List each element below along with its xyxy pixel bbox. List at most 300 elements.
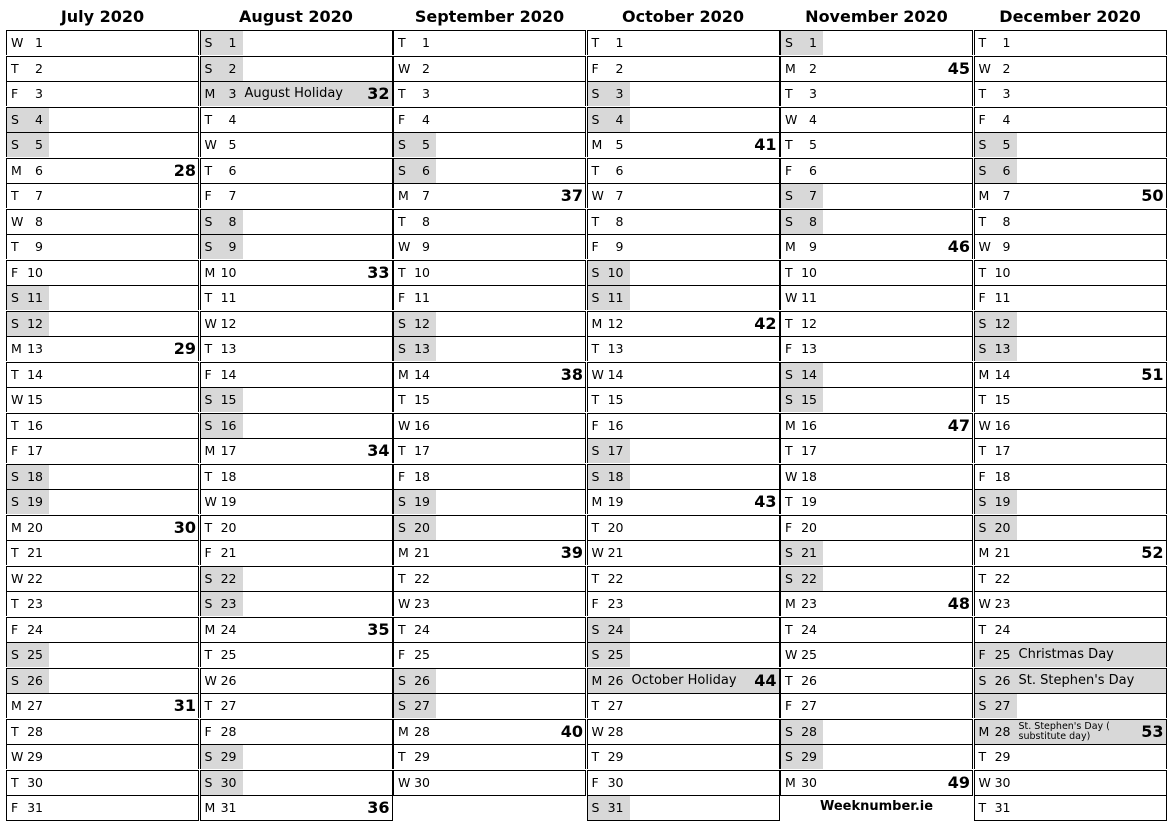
day-row <box>780 540 973 565</box>
day-number: 3 <box>35 86 43 101</box>
day-row <box>393 107 586 132</box>
day-row <box>974 489 1167 514</box>
weekday-letter: M <box>591 672 603 688</box>
weekday-letter: F <box>11 621 19 637</box>
day-row <box>6 515 199 540</box>
day-row <box>780 285 973 310</box>
weekday-letter: M <box>785 239 796 254</box>
day-row <box>393 566 586 591</box>
day-number: 28 <box>220 723 237 739</box>
month-title: December 2020 <box>999 7 1141 26</box>
day-number: 27 <box>220 698 237 713</box>
day-number: 28 <box>801 723 817 739</box>
weekday-letter: W <box>978 596 991 611</box>
day-number: 19 <box>801 494 817 509</box>
day-row <box>393 30 586 55</box>
weekday-letter: S <box>785 749 793 764</box>
day-row <box>780 489 973 514</box>
day-number: 4 <box>422 111 430 127</box>
day-row <box>393 540 586 565</box>
day-row <box>587 234 780 259</box>
day-number: 5 <box>422 137 430 152</box>
weekday-letter: S <box>978 341 987 356</box>
weekday-letter: M <box>591 137 603 152</box>
day-number: 28 <box>27 723 43 739</box>
weekday-letter: S <box>591 800 600 815</box>
weekday-letter: F <box>204 188 212 203</box>
month-column <box>974 0 1167 827</box>
weekday-letter: F <box>204 723 212 739</box>
day-number: 29 <box>220 749 237 764</box>
day-row <box>200 438 393 463</box>
weekday-letter: W <box>398 60 411 76</box>
day-row <box>780 234 973 259</box>
day-number: 24 <box>607 621 624 637</box>
week-number: 52 <box>1141 543 1164 562</box>
week-number: 34 <box>367 441 390 460</box>
weekday-letter: W <box>11 749 24 764</box>
weekday-letter: T <box>785 315 793 331</box>
weekday-letter: T <box>785 494 793 509</box>
day-row <box>6 30 199 55</box>
day-row <box>200 311 393 336</box>
weekday-letter: S <box>978 698 987 713</box>
weekday-letter: T <box>785 672 793 688</box>
day-number: 9 <box>228 239 237 254</box>
day-number: 24 <box>220 621 237 637</box>
day-number: 13 <box>607 341 624 356</box>
day-number: 2 <box>615 60 624 76</box>
day-number: 14 <box>414 366 430 382</box>
weekday-letter: S <box>11 137 19 152</box>
weekday-letter: W <box>978 417 991 433</box>
day-number: 24 <box>414 621 430 637</box>
weekday-letter: T <box>11 596 19 611</box>
day-number: 21 <box>801 545 817 560</box>
weekday-letter: T <box>591 519 600 535</box>
weekday-letter: T <box>398 749 406 764</box>
month-column <box>393 0 586 827</box>
weekday-letter: F <box>204 366 212 382</box>
day-row <box>200 693 393 718</box>
day-number: 28 <box>414 723 430 739</box>
day-row <box>6 489 199 514</box>
weekday-letter: S <box>978 315 987 331</box>
weekday-letter: T <box>398 443 406 458</box>
day-row <box>6 642 199 667</box>
weekday-letter: M <box>398 545 409 560</box>
day-row <box>780 591 973 616</box>
day-row <box>974 209 1167 234</box>
day-number: 15 <box>994 392 1011 407</box>
weekday-letter: S <box>11 290 19 305</box>
weekday-letter: S <box>591 621 600 637</box>
day-number: 5 <box>228 137 237 152</box>
weekday-letter: F <box>591 239 599 254</box>
day-number: 13 <box>801 341 817 356</box>
day-number: 25 <box>220 647 237 662</box>
day-row <box>587 438 780 463</box>
day-number: 14 <box>27 366 43 382</box>
day-row <box>393 336 586 361</box>
weekday-letter: F <box>398 290 406 305</box>
day-row <box>393 515 586 540</box>
day-row <box>974 464 1167 489</box>
weekday-letter: T <box>785 621 793 637</box>
day-number: 14 <box>801 366 817 382</box>
day-number: 6 <box>35 162 43 178</box>
weekday-letter: T <box>204 341 213 356</box>
day-row <box>6 693 199 718</box>
weekday-letter: W <box>978 239 991 254</box>
week-number: 31 <box>173 696 196 715</box>
day-number: 3 <box>615 86 624 101</box>
day-number: 27 <box>801 698 817 713</box>
day-row <box>587 795 780 821</box>
day-number: 1 <box>1002 35 1011 50</box>
day-row <box>587 515 780 540</box>
day-number: 23 <box>607 596 624 611</box>
weekday-letter: S <box>785 213 793 229</box>
day-number: 15 <box>220 392 237 407</box>
weekday-letter: S <box>978 137 987 152</box>
weekday-letter: M <box>978 188 990 203</box>
day-row <box>974 336 1167 361</box>
weekday-letter: S <box>204 239 213 254</box>
week-number: 48 <box>947 594 970 613</box>
day-row <box>200 183 393 208</box>
day-number: 4 <box>809 111 817 127</box>
day-number: 1 <box>35 35 43 50</box>
day-row <box>6 132 199 157</box>
day-row <box>974 693 1167 718</box>
weekday-letter: F <box>978 647 986 662</box>
week-number: 41 <box>754 135 777 154</box>
weekday-letter: T <box>11 774 19 790</box>
weekday-letter: S <box>591 647 600 662</box>
weekday-letter: W <box>398 417 411 433</box>
day-number: 11 <box>27 290 43 305</box>
day-row <box>974 56 1167 81</box>
weekday-letter: F <box>591 774 599 790</box>
week-number: 36 <box>367 798 390 817</box>
day-row <box>780 668 973 693</box>
day-row <box>6 591 199 616</box>
day-number: 19 <box>414 494 430 509</box>
weekday-letter: F <box>204 545 212 560</box>
day-number: 6 <box>1002 162 1011 178</box>
day-row <box>587 642 780 667</box>
weekday-letter: M <box>591 315 603 331</box>
day-number: 7 <box>35 188 43 203</box>
day-row <box>393 132 586 157</box>
day-number: 27 <box>414 698 430 713</box>
weekday-letter: T <box>11 417 19 433</box>
weekday-letter: S <box>978 519 987 535</box>
day-number: 3 <box>809 86 817 101</box>
day-row <box>6 336 199 361</box>
day-row <box>6 744 199 769</box>
calendar <box>6 0 1167 827</box>
weekday-letter: F <box>785 162 793 178</box>
weekday-letter: T <box>204 468 213 484</box>
day-number: 19 <box>607 494 624 509</box>
day-number: 26 <box>607 672 624 688</box>
day-row <box>780 81 973 106</box>
day-row <box>974 260 1167 285</box>
day-number: 3 <box>422 86 430 101</box>
day-row <box>780 719 973 744</box>
day-number: 15 <box>27 392 43 407</box>
day-row <box>393 591 586 616</box>
day-row <box>200 30 393 55</box>
weekday-letter: T <box>204 519 213 535</box>
day-row <box>780 744 973 769</box>
weekday-letter: M <box>11 519 22 535</box>
weekday-letter: M <box>785 774 796 790</box>
day-number: 11 <box>607 290 624 305</box>
weekday-letter: F <box>978 468 986 484</box>
day-row <box>780 132 973 157</box>
day-row <box>587 413 780 438</box>
holiday-label: Christmas Day <box>1018 647 1114 662</box>
weekday-letter: T <box>978 749 987 764</box>
day-row <box>780 642 973 667</box>
day-row <box>200 336 393 361</box>
day-number: 28 <box>994 723 1011 739</box>
day-number: 11 <box>414 290 430 305</box>
day-number: 7 <box>1002 188 1011 203</box>
day-number: 22 <box>994 570 1011 586</box>
day-number: 22 <box>801 570 817 586</box>
day-row <box>393 209 586 234</box>
day-row <box>200 591 393 616</box>
day-number: 18 <box>801 468 817 484</box>
day-number: 4 <box>228 111 237 127</box>
day-number: 25 <box>994 647 1011 662</box>
day-row <box>6 234 199 259</box>
day-number: 16 <box>414 417 430 433</box>
day-row <box>393 362 586 387</box>
weekday-letter: S <box>204 35 213 50</box>
day-row <box>974 81 1167 106</box>
week-number: 49 <box>947 772 970 792</box>
day-number: 6 <box>228 162 237 178</box>
day-row <box>587 489 780 514</box>
weekday-letter: T <box>591 162 600 178</box>
day-number: 24 <box>27 621 43 637</box>
weekday-letter: T <box>978 570 987 586</box>
weekday-letter: S <box>204 213 213 229</box>
week-number: 35 <box>367 619 390 639</box>
weekday-letter: M <box>398 723 409 739</box>
day-row <box>780 311 973 336</box>
day-row <box>587 464 780 489</box>
day-row <box>393 285 586 310</box>
week-number: 47 <box>947 415 970 435</box>
day-row <box>587 719 780 744</box>
weekday-letter: F <box>398 647 406 662</box>
weekday-letter: S <box>204 570 213 586</box>
day-row <box>780 30 973 55</box>
weekday-letter: T <box>591 341 600 356</box>
weekday-letter: S <box>785 570 793 586</box>
day-number: 18 <box>220 468 237 484</box>
weekday-letter: S <box>398 519 406 535</box>
day-number: 1 <box>809 35 817 50</box>
weekday-letter: W <box>204 494 217 509</box>
weekday-letter: W <box>398 239 411 254</box>
weekday-letter: S <box>11 647 19 662</box>
day-number: 9 <box>422 239 430 254</box>
day-row <box>200 387 393 412</box>
day-row <box>200 566 393 591</box>
month-title: July 2020 <box>60 7 145 26</box>
day-row <box>6 668 199 693</box>
day-row <box>587 617 780 642</box>
day-row <box>6 770 199 795</box>
weekday-letter: M <box>978 366 990 382</box>
day-row <box>974 107 1167 132</box>
day-row <box>393 81 586 106</box>
weekday-letter: M <box>204 264 216 280</box>
day-number: 17 <box>607 443 624 458</box>
day-row <box>974 438 1167 463</box>
day-number: 13 <box>994 341 1011 356</box>
day-row <box>393 234 586 259</box>
day-row <box>587 56 780 81</box>
weekday-letter: S <box>11 111 19 127</box>
day-number: 11 <box>994 290 1011 305</box>
day-number: 28 <box>607 723 624 739</box>
day-number: 5 <box>1002 137 1011 152</box>
weekday-letter: S <box>398 672 406 688</box>
day-row <box>587 591 780 616</box>
day-number: 22 <box>27 570 43 586</box>
day-row <box>780 362 973 387</box>
week-number: 45 <box>947 58 970 78</box>
day-row <box>200 489 393 514</box>
day-number: 7 <box>228 188 237 203</box>
weekday-letter: S <box>785 723 793 739</box>
weekday-letter: S <box>11 494 19 509</box>
month-title: August 2020 <box>239 7 353 26</box>
day-row <box>780 56 973 81</box>
weekday-letter: S <box>398 341 406 356</box>
day-row <box>974 642 1167 667</box>
day-row <box>200 642 393 667</box>
day-number: 1 <box>615 35 624 50</box>
weekday-letter: M <box>978 545 990 560</box>
day-row <box>393 617 586 642</box>
weekday-letter: S <box>398 494 406 509</box>
weekday-letter: F <box>591 60 599 76</box>
weekday-letter: S <box>204 417 213 433</box>
weekday-letter: T <box>398 621 406 637</box>
day-row <box>587 81 780 106</box>
day-row <box>6 311 199 336</box>
week-number: 30 <box>173 517 196 537</box>
day-number: 6 <box>615 162 624 178</box>
day-number: 18 <box>27 468 43 484</box>
day-row <box>587 132 780 157</box>
day-row <box>780 464 973 489</box>
day-row <box>974 387 1167 412</box>
day-number: 3 <box>228 86 237 101</box>
weekday-letter: S <box>591 443 600 458</box>
day-number: 29 <box>607 749 624 764</box>
day-row <box>6 362 199 387</box>
day-row <box>200 744 393 769</box>
day-row <box>974 770 1167 795</box>
day-row <box>393 719 586 744</box>
weekday-letter: T <box>978 621 987 637</box>
day-number: 27 <box>994 698 1011 713</box>
day-number: 26 <box>801 672 817 688</box>
day-row <box>587 540 780 565</box>
week-number: 28 <box>173 160 196 180</box>
day-row <box>200 56 393 81</box>
day-row <box>200 260 393 285</box>
day-row <box>6 566 199 591</box>
day-row <box>974 719 1167 744</box>
day-row <box>587 311 780 336</box>
day-row <box>974 744 1167 769</box>
day-row <box>393 311 586 336</box>
weekday-letter: F <box>785 698 793 713</box>
weekday-letter: F <box>11 86 19 101</box>
weekday-letter: F <box>591 596 599 611</box>
weekday-letter: T <box>11 366 19 382</box>
day-number: 18 <box>994 468 1011 484</box>
day-row <box>780 413 973 438</box>
day-number: 12 <box>414 315 430 331</box>
month-title: October 2020 <box>621 7 745 26</box>
day-number: 23 <box>220 596 237 611</box>
day-row <box>780 158 973 183</box>
day-row <box>200 668 393 693</box>
day-number: 23 <box>27 596 43 611</box>
weekday-letter: F <box>978 290 986 305</box>
weekday-letter: T <box>591 570 600 586</box>
day-number: 18 <box>414 468 430 484</box>
day-row <box>393 413 586 438</box>
day-row <box>780 617 973 642</box>
weekday-letter: S <box>11 672 19 688</box>
weekday-letter: T <box>11 723 19 739</box>
day-number: 2 <box>422 60 430 76</box>
day-number: 13 <box>220 341 237 356</box>
weekday-letter: T <box>978 86 987 101</box>
day-row <box>6 56 199 81</box>
weekday-letter: T <box>785 264 793 280</box>
day-number: 9 <box>35 239 43 254</box>
day-row <box>780 183 973 208</box>
day-number: 8 <box>35 213 43 229</box>
weekday-letter: M <box>204 443 216 458</box>
day-number: 3 <box>1002 86 1011 101</box>
day-row <box>587 770 780 795</box>
day-row <box>6 209 199 234</box>
day-number: 17 <box>414 443 430 458</box>
day-row <box>6 438 199 463</box>
day-number: 20 <box>801 519 817 535</box>
day-number: 12 <box>220 315 237 331</box>
day-number: 15 <box>414 392 430 407</box>
day-number: 16 <box>220 417 237 433</box>
day-row <box>587 744 780 769</box>
weekday-letter: T <box>11 545 19 560</box>
